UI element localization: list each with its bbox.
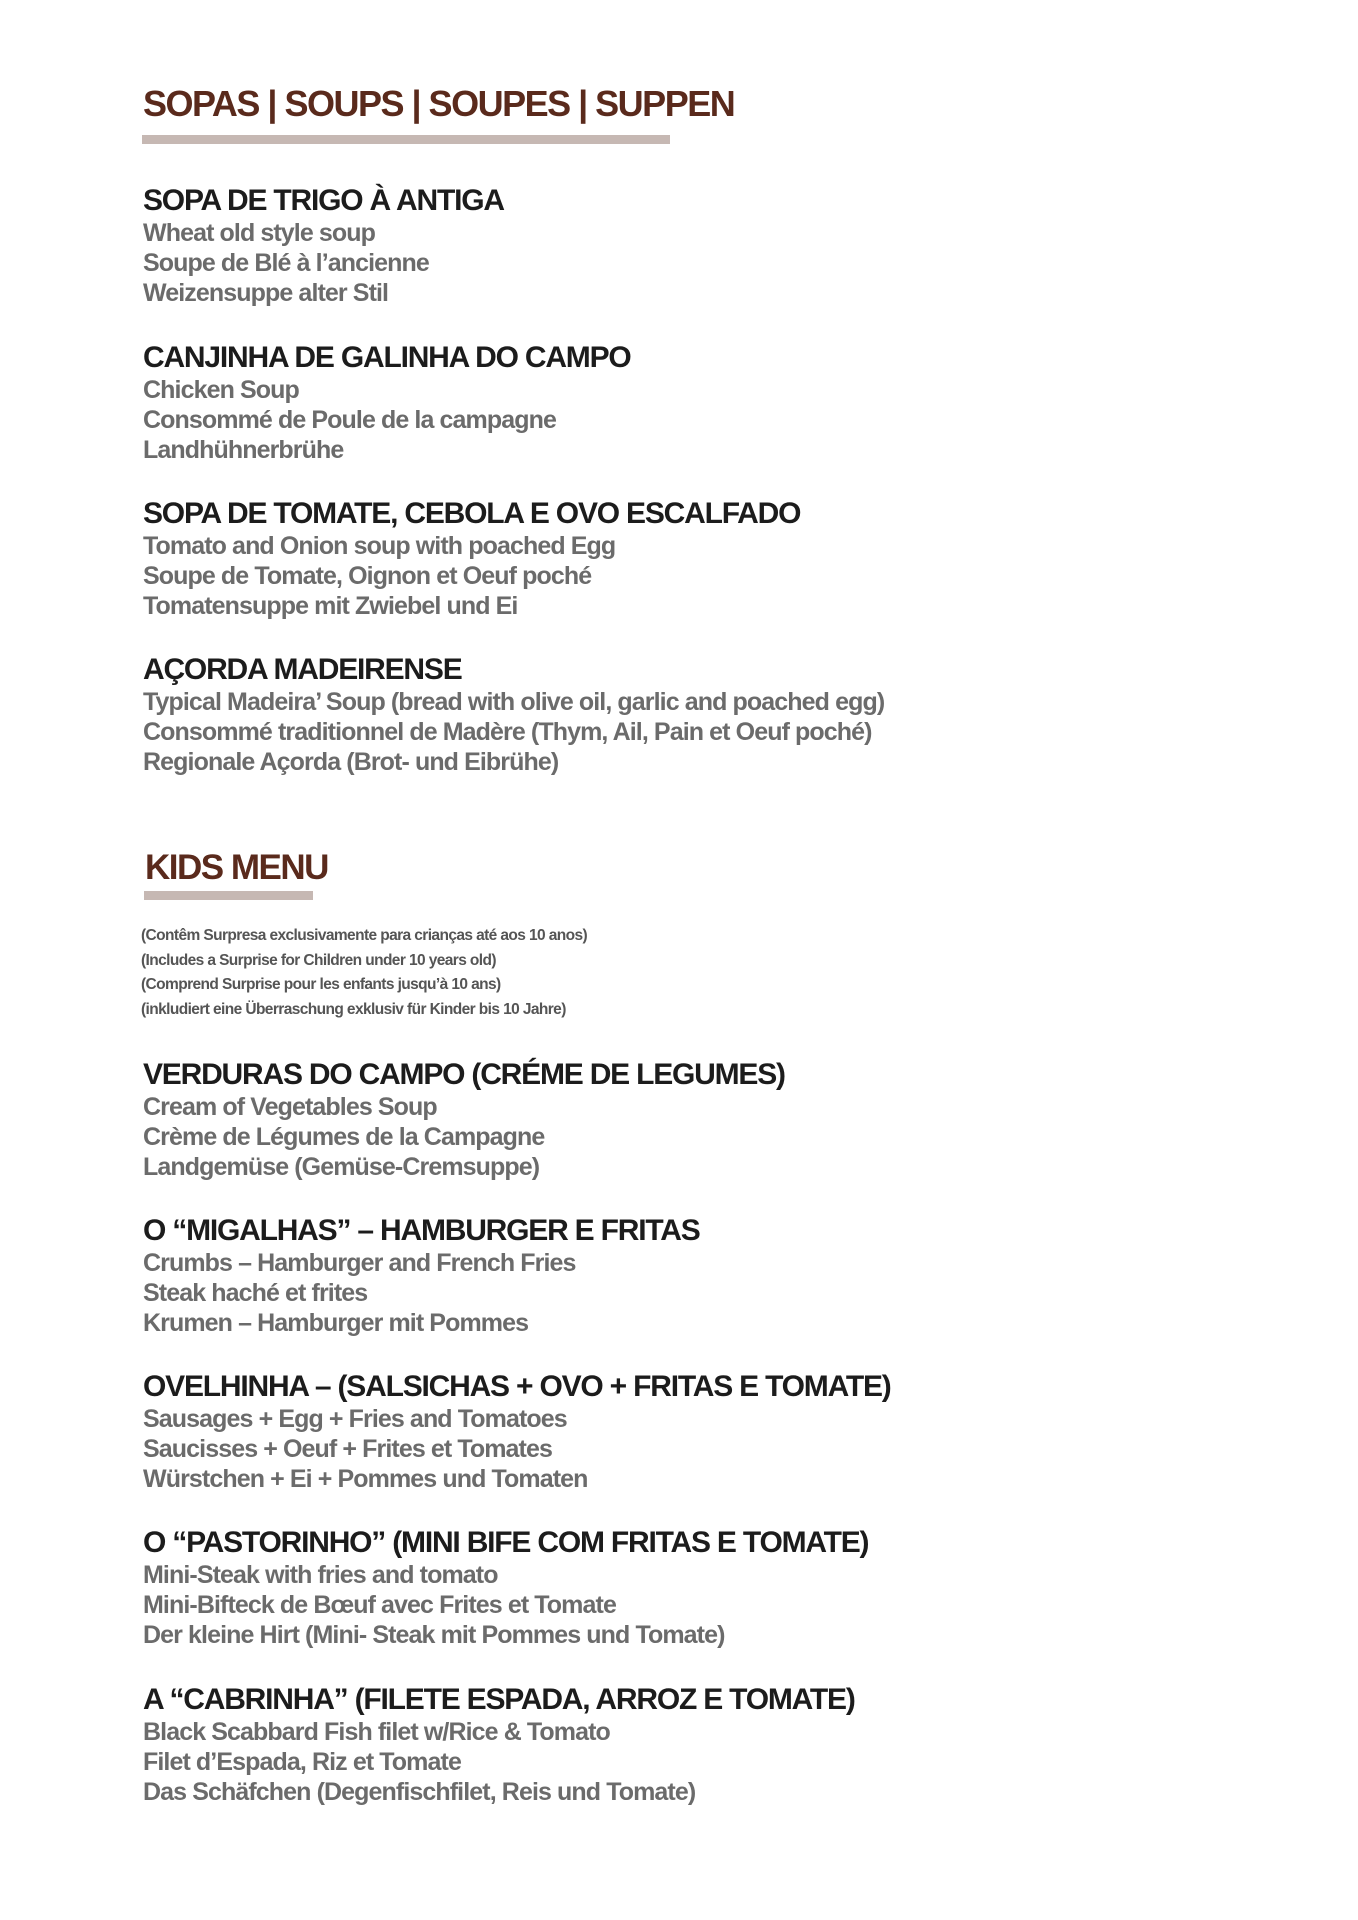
menu-item-translation: Chicken Soup xyxy=(143,376,299,404)
kids-menu-notes xyxy=(141,924,587,1022)
menu-item-translation: Landgemüse (Gemüse-Cremsuppe) xyxy=(143,1153,540,1181)
menu-item-translation: Soupe de Blé à l’ancienne xyxy=(143,249,429,277)
menu-item-translation: Black Scabbard Fish filet w/Rice & Tomato xyxy=(143,1718,610,1746)
menu-item-title: SOPA DE TOMATE, CEBOLA E OVO ESCALFADO xyxy=(143,497,801,530)
menu-item-translation: Filet d’Espada, Riz et Tomate xyxy=(143,1748,461,1776)
kids-note: (inkludiert eine Überraschung exklusiv für Kinder bis 10 Jahre) xyxy=(141,1000,566,1018)
menu-item-translation: Consommé traditionnel de Madère (Thym, Ail, Pain et Oeuf poché) xyxy=(143,718,872,746)
kids-note: (Contêm Surpresa exclusivamente para crianças até aos 10 anos) xyxy=(141,927,588,944)
menu-item xyxy=(143,497,800,621)
menu-item-translation: Landhühnerbrühe xyxy=(143,436,344,464)
menu-item-translation: Cream of Vegetables Soup xyxy=(143,1093,437,1121)
menu-item xyxy=(143,1058,785,1182)
menu-item-translation: Saucisses + Oeuf + Frites et Tomates xyxy=(143,1435,552,1463)
menu-item xyxy=(143,341,631,465)
menu-item-title: A “CABRINHA” (FILETE ESPADA, ARROZ E TOMATE) xyxy=(143,1683,855,1716)
menu-item-translation: Würstchen + Ei + Pommes und Tomaten xyxy=(143,1465,588,1493)
menu-item-translation: Typical Madeira’ Soup (bread with olive oil, garlic and poached egg) xyxy=(143,688,885,716)
menu-item-title: SOPA DE TRIGO À ANTIGA xyxy=(143,184,504,217)
soups-heading: SOPAS | SOUPS | SOUPES | SUPPEN xyxy=(143,83,735,124)
menu-item xyxy=(143,1683,855,1807)
menu-item-title: OVELHINHA – (SALSICHAS + OVO + FRITAS E TOMATE) xyxy=(143,1370,891,1403)
kids-note: (Includes a Surprise for Children under 10 years old) xyxy=(141,951,496,969)
menu-item xyxy=(143,1214,700,1338)
menu-item-translation: Tomatensuppe mit Zwiebel und Ei xyxy=(143,592,518,620)
menu-item-translation: Wheat old style soup xyxy=(143,219,376,247)
kids-note: (Comprend Surprise pour les enfants jusqu’à 10 ans) xyxy=(141,976,501,993)
menu-item-title: O “MIGALHAS” – HAMBURGER E FRITAS xyxy=(143,1214,700,1247)
menu-item-translation: Soupe de Tomate, Oignon et Oeuf poché xyxy=(143,562,592,590)
menu-item-title: AÇORDA MADEIRENSE xyxy=(143,653,462,686)
menu-item-translation: Regionale Açorda (Brot- und Eibrühe) xyxy=(143,748,559,776)
menu-item xyxy=(143,1526,868,1650)
menu-item-translation: Crème de Légumes de la Campagne xyxy=(143,1123,545,1151)
menu-item-title: O “PASTORINHO” (MINI BIFE COM FRITAS E TOMATE) xyxy=(143,1526,869,1559)
kids-menu-heading-rule xyxy=(144,891,313,900)
menu-item-translation: Consommé de Poule de la campagne xyxy=(143,406,556,434)
menu-item-translation: Steak haché et frites xyxy=(143,1279,368,1307)
menu-item-translation: Crumbs – Hamburger and French Fries xyxy=(143,1249,576,1277)
menu-item-translation: Das Schäfchen (Degenfischfilet, Reis und Tomate) xyxy=(143,1778,696,1806)
soups-heading-rule xyxy=(142,135,670,144)
menu-item-translation: Weizensuppe alter Stil xyxy=(143,279,389,307)
menu-item-translation: Mini-Bifteck de Bœuf avec Frites et Tomate xyxy=(143,1591,616,1619)
menu-item-title: CANJINHA DE GALINHA DO CAMPO xyxy=(143,341,631,374)
menu-item-translation: Mini-Steak with fries and tomato xyxy=(143,1561,498,1589)
menu-item xyxy=(143,184,504,308)
menu-item xyxy=(143,1370,891,1494)
kids-menu-heading: KIDS MENU xyxy=(145,848,328,887)
menu-item-title: VERDURAS DO CAMPO (CRÉME DE LEGUMES) xyxy=(143,1058,785,1091)
menu-item xyxy=(143,653,884,777)
menu-item-translation: Krumen – Hamburger mit Pommes xyxy=(143,1309,529,1337)
menu-item-translation: Der kleine Hirt (Mini- Steak mit Pommes und Tomate) xyxy=(143,1621,725,1649)
menu-item-translation: Tomato and Onion soup with poached Egg xyxy=(143,532,616,560)
menu-item-translation: Sausages + Egg + Fries and Tomatoes xyxy=(143,1405,567,1433)
